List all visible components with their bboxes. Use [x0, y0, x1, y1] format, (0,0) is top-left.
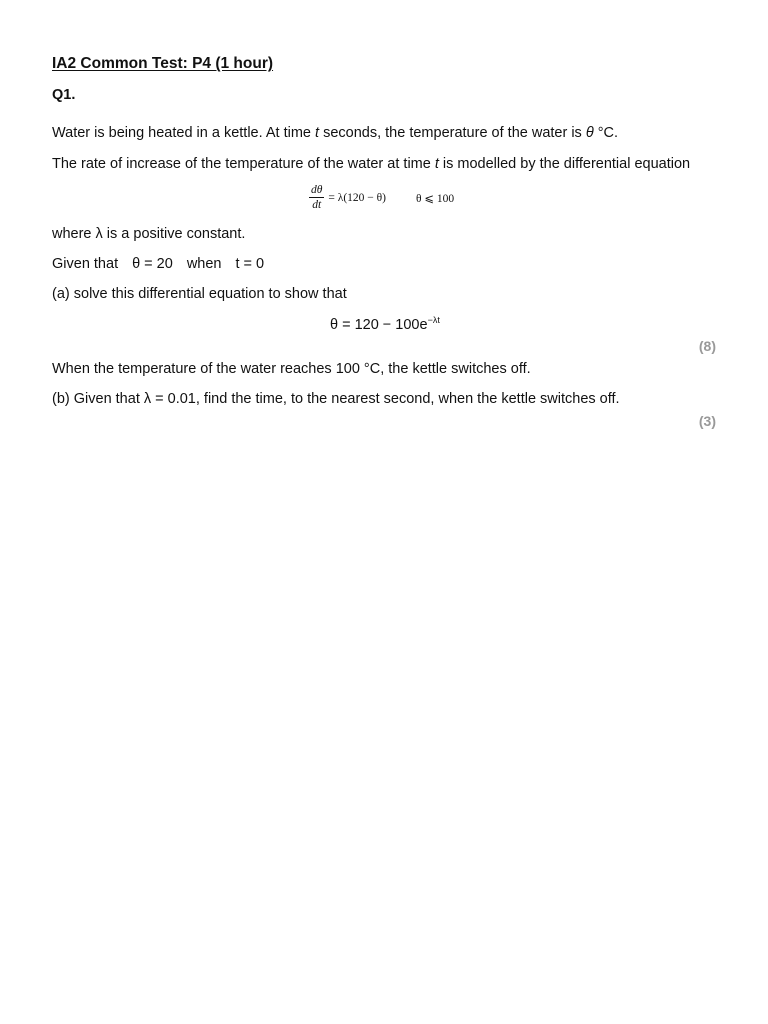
- part-a-marks: (8): [698, 338, 716, 354]
- solution-base: θ = 120 − 100e: [330, 316, 428, 333]
- intro-text: Water is being heated in a kettle. At time: [52, 125, 316, 141]
- fraction-denominator: dt: [312, 199, 322, 211]
- derivative-fraction: [309, 184, 324, 211]
- where-line: where λ is a positive constant.: [52, 226, 246, 242]
- part-b-marks: (3): [698, 413, 716, 429]
- given-label: Given that: [52, 256, 119, 272]
- intro-line-1: [52, 125, 618, 141]
- question-number: Q1.: [52, 87, 76, 103]
- given-theta: θ = 20: [132, 256, 173, 272]
- equation-rhs: = λ(120 − θ): [328, 191, 386, 204]
- part-a-text: (a) solve this differential equation to show that: [52, 286, 347, 302]
- variable-theta: θ: [585, 125, 594, 141]
- page-title: IA2 Common Test: P4 (1 hour): [52, 55, 274, 72]
- equation-condition: θ ⩽ 100: [416, 192, 455, 205]
- intro-text: is modelled by the differential equation: [438, 156, 691, 172]
- solution-equation: [330, 315, 440, 333]
- part-b-text: (b) Given that λ = 0.01, find the time, to the nearest second, when the kettle switches off.: [52, 391, 620, 407]
- differential-equation: [309, 184, 454, 211]
- fraction-numerator: dθ: [311, 184, 323, 196]
- when-label: when: [186, 256, 222, 272]
- intro-text: The rate of increase of the temperature of the water at time: [52, 156, 435, 172]
- part-b-context: When the temperature of the water reaches 100 °C, the kettle switches off.: [52, 361, 531, 377]
- given-line: [52, 256, 264, 272]
- given-t: t = 0: [235, 256, 265, 272]
- variable-t: t: [434, 156, 439, 172]
- variable-t: t: [315, 125, 320, 141]
- intro-text: seconds, the temperature of the water is: [319, 125, 586, 141]
- intro-line-2: [52, 156, 690, 172]
- solution-exponent: −λt: [427, 315, 440, 325]
- intro-text: °C.: [593, 125, 619, 141]
